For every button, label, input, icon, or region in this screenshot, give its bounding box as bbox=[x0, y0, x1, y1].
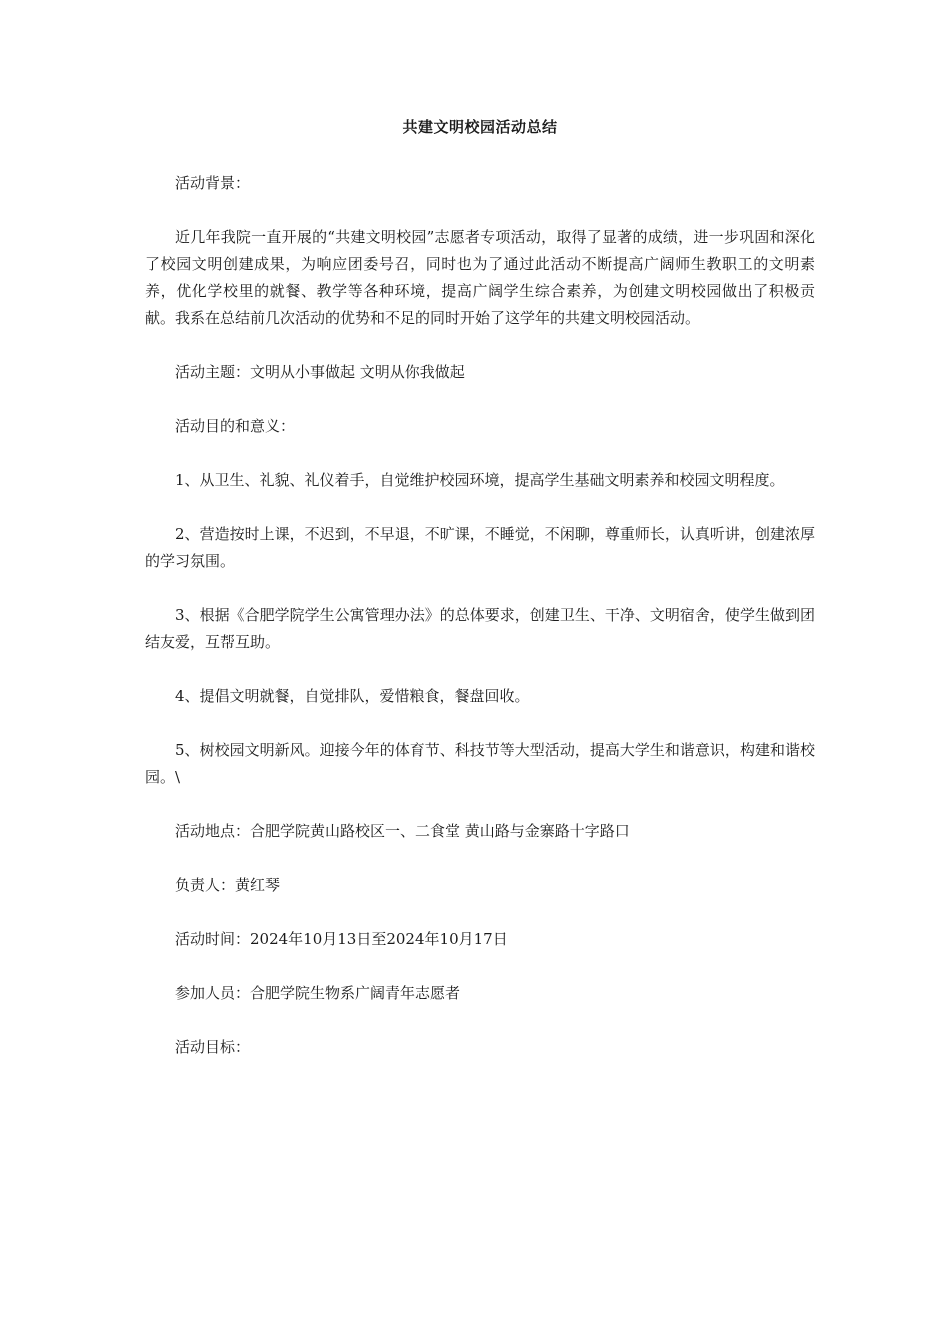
section-heading-purpose: 活动目的和意义： bbox=[175, 417, 296, 435]
paragraph-background: 近几年我院一直开展的“共建文明校园”志愿者专项活动，取得了显著的成绩，进一步巩固和深化了校园文明创建成果，为响应团委号召，同时也为了通过此活动不断提高广阔师生教职工的文明素养，优化学校里的就餐、教学等各种环境，提高广阔学生综合素养，为创建文明校园做出了积极贡献。我系在总结前几次活动的优势和不足的同时开始了这学年的共建文明校园活动。 bbox=[145, 228, 815, 327]
paragraph-time: 活动时间：2024年10月13日至2024年10月17日 bbox=[175, 930, 508, 948]
paragraph-participants: 参加人员：合肥学院生物系广阔青年志愿者 bbox=[175, 984, 461, 1002]
section-heading-goals: 活动目标： bbox=[175, 1038, 251, 1056]
purpose-item-2: 2、营造按时上课，不迟到，不早退，不旷课，不睡觉，不闲聊，尊重师长，认真听讲，创建浓厚的学习氛围。 bbox=[145, 525, 815, 570]
document-title: 共建文明校园活动总结 bbox=[402, 118, 558, 136]
section-heading-background: 活动背景： bbox=[175, 174, 251, 192]
document-body bbox=[145, 116, 815, 1088]
purpose-item-1: 1、从卫生、礼貌、礼仪着手，自觉维护校园环境，提高学生基础文明素养和校园文明程度。 bbox=[175, 471, 785, 489]
purpose-item-3: 3、根据《合肥学院学生公寓管理办法》的总体要求，创建卫生、干净、文明宿舍，使学生做到团结友爱，互帮互助。 bbox=[145, 606, 815, 651]
purpose-item-5: 5、树校园文明新风。迎接今年的体育节、科技节等大型活动，提高大学生和谐意识，构建和谐校园。\ bbox=[145, 741, 815, 786]
purpose-item-4: 4、提倡文明就餐，自觉排队，爱惜粮食，餐盘回收。 bbox=[175, 687, 530, 705]
paragraph-leader: 负责人：黄红琴 bbox=[175, 876, 281, 894]
paragraph-location: 活动地点：合肥学院黄山路校区一、二食堂 黄山路与金寨路十字路口 bbox=[175, 822, 630, 840]
paragraph-theme: 活动主题：文明从小事做起 文明从你我做起 bbox=[175, 363, 465, 381]
